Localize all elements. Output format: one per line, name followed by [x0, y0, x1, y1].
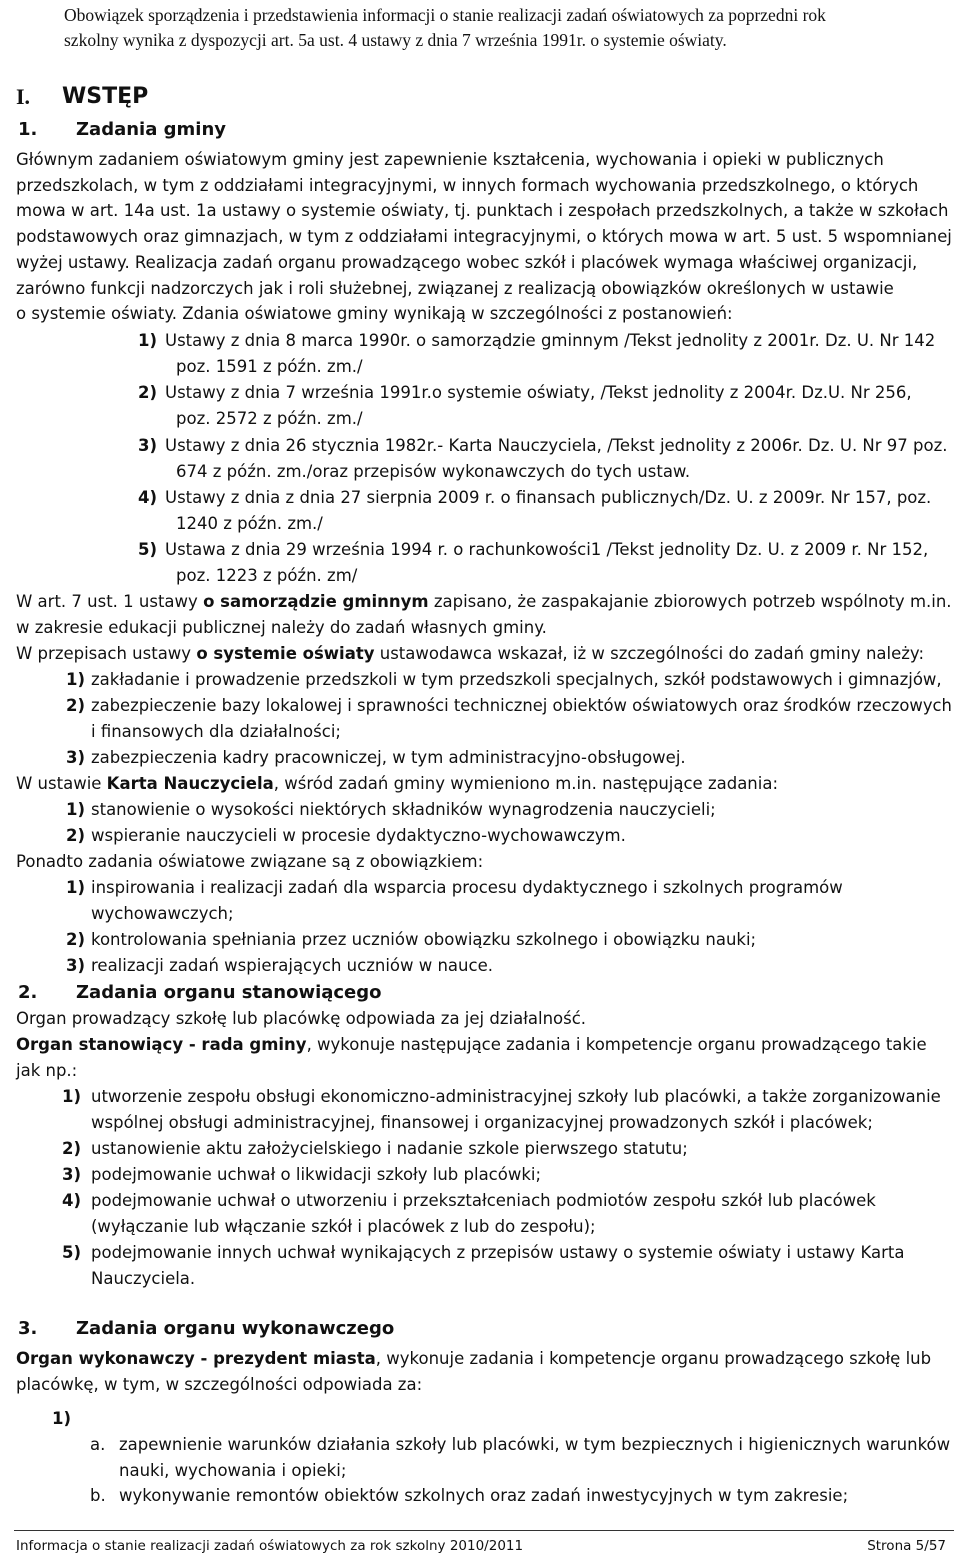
list-item: poz. 2572 z późn. zm./ [176, 409, 363, 428]
list-number: 1) [66, 878, 86, 897]
list-number: 5) [62, 1243, 82, 1262]
paragraph-line [16, 590, 952, 614]
list-number: 1) [138, 331, 158, 350]
list-item: i finansowych dla działalności; [91, 722, 341, 741]
paragraph-line: Ponadto zadania oświatowe związane są z obowiązkiem: [16, 852, 484, 871]
paragraph-line [16, 772, 778, 796]
list-item: Ustawy z dnia 8 marca 1990r. o samorządzie gminnym /Tekst jednolity z 2001r. Dz. U. Nr 142 [165, 331, 936, 350]
list-item: zabezpieczenia kadry pracowniczej, w tym administracyjno-obsługowej. [91, 748, 686, 767]
list-number: 3) [138, 436, 158, 455]
list-item: wychowawczych; [91, 904, 234, 923]
heading-number: 2. [18, 982, 38, 1003]
list-number: 2) [66, 826, 86, 845]
list-number: 5) [138, 540, 158, 559]
list-number: 4) [138, 488, 158, 507]
intro-line: szkolny wynika z dyspozycji art. 5a ust. 4 ustawy z dnia 7 września 1991r. o systemie oświaty. [64, 30, 727, 50]
list-letter: b. [90, 1486, 106, 1505]
paragraph-line: Głównym zadaniem oświatowym gminy jest zapewnienie kształcenia, wychowania i opieki w publicznych [16, 150, 884, 169]
text-run-bold: Karta Nauczyciela [106, 774, 274, 793]
paragraph-line [16, 1347, 931, 1371]
list-number: 1) [52, 1409, 72, 1428]
list-item: ustanowienie aktu założycielskiego i nadanie szkole pierwszego statutu; [91, 1139, 688, 1158]
list-number: 3) [62, 1165, 82, 1184]
list-item: zakładanie i prowadzenie przedszkoli w tym przedszkoli specjalnych, szkół podstawowych i gimnazjów, [91, 670, 942, 689]
paragraph-line: przedszkolach, w tym z oddziałami integracyjnymi, w innych formach wychowania przedszkolnego, o których [16, 176, 919, 195]
list-item: wykonywanie remontów obiektów szkolnych oraz zadań inwestycyjnych w tym zakresie; [119, 1486, 849, 1505]
list-number: 1) [66, 670, 86, 689]
paragraph-line: o systemie oświaty. Zdania oświatowe gminy wynikają w szczególności z postanowień: [16, 304, 733, 323]
list-item: podejmowanie uchwał o likwidacji szkoły lub placówki; [91, 1165, 542, 1184]
list-number: 1) [66, 800, 86, 819]
list-number: 4) [62, 1191, 82, 1210]
list-item: wspieranie nauczycieli w procesie dydaktyczno-wychowawczym. [91, 826, 626, 845]
list-number: 2) [138, 383, 158, 402]
list-number: 3) [66, 956, 86, 975]
list-item: poz. 1591 z późn. zm./ [176, 357, 363, 376]
section-title: WSTĘP [62, 84, 149, 109]
list-item: Nauczyciela. [91, 1269, 196, 1288]
heading-number: 1. [18, 119, 38, 140]
section-number: I. [16, 84, 31, 109]
list-number: 2) [66, 930, 86, 949]
list-number: 2) [66, 696, 86, 715]
text-run: , wśród zadań gminy wymieniono m.in. następujące zadania: [273, 774, 779, 793]
heading-title: Zadania organu stanowiącego [76, 982, 382, 1003]
text-run: W przepisach ustawy [16, 644, 197, 663]
text-run-bold: o systemie oświaty [196, 644, 375, 663]
list-item: podejmowanie innych uchwał wynikających z przepisów ustawy o systemie oświaty i ustawy Karta [91, 1243, 905, 1262]
list-item: wspólnej obsługi administracyjnej, finansowej i organizacyjnej prowadzonych szkół i placówek; [91, 1113, 873, 1132]
list-item: poz. 1223 z późn. zm/ [176, 566, 358, 585]
list-item: nauki, wychowania i opieki; [119, 1461, 347, 1480]
text-run: , wykonuje następujące zadania i kompetencje organu prowadzącego takie [306, 1035, 927, 1054]
footer-rule [14, 1530, 954, 1531]
text-run-bold: Organ wykonawczy - prezydent miasta [16, 1349, 376, 1368]
list-item: 674 z późn. zm./oraz przepisów wykonawczych do tych ustaw. [176, 462, 691, 481]
text-run-bold: Organ stanowiący - rada gminy [16, 1035, 307, 1054]
list-item: 1240 z późn. zm./ [176, 514, 323, 533]
heading-number: 3. [18, 1318, 38, 1339]
list-item: zapewnienie warunków działania szkoły lub placówki, w tym bezpiecznych i higienicznych warunków [119, 1435, 951, 1454]
paragraph-line: jak np.: [16, 1061, 78, 1080]
list-item: (wyłączanie lub włączanie szkół i placówek z lub do zespołu); [91, 1217, 596, 1236]
text-run: W art. 7 ust. 1 ustawy [16, 592, 204, 611]
text-run: ustawodawca wskazał, iż w szczególności do zadań gminy należy: [374, 644, 925, 663]
paragraph-line [16, 1033, 927, 1057]
list-number: 3) [66, 748, 86, 767]
list-item: Ustawa z dnia 29 września 1994 r. o rachunkowości1 /Tekst jednolity Dz. U. z 2009 r. Nr 152, [165, 540, 929, 559]
list-item: zabezpieczenie bazy lokalowej i sprawności technicznej obiektów oświatowych oraz środków rzeczowych [91, 696, 952, 715]
list-item: kontrolowania spełniania przez uczniów obowiązku szkolnego i obowiązku nauki; [91, 930, 757, 949]
list-letter: a. [90, 1435, 106, 1454]
intro-line: Obowiązek sporządzenia i przedstawienia informacji o stanie realizacji zadań oświatowych za poprzedni rok [64, 5, 826, 25]
paragraph-line: w zakresie edukacji publicznej należy do zadań własnych gminy. [16, 618, 547, 637]
paragraph-line: placówkę, w tym, w szczególności odpowiada za: [16, 1375, 423, 1394]
list-item: podejmowanie uchwał o utworzeniu i przekształceniach podmiotów zespołu szkół lub placówek [91, 1191, 876, 1210]
footer-title: Informacja o stanie realizacji zadań oświatowych za rok szkolny 2010/2011 [16, 1538, 524, 1554]
list-item: utworzenie zespołu obsługi ekonomiczno-administracyjnej szkoły lub placówki, a także zorganizowanie [91, 1087, 941, 1106]
text-run-bold: o samorządzie gminnym [203, 592, 429, 611]
list-number: 1) [62, 1087, 82, 1106]
text-run: zapisano, że zaspakajanie zbiorowych potrzeb wspólnoty m.in. [428, 592, 952, 611]
text-run: , wykonuje zadania i kompetencje organu prowadzącego szkołę lub [375, 1349, 932, 1368]
heading-title: Zadania gminy [76, 119, 226, 140]
list-item: inspirowania i realizacji zadań dla wsparcia procesu dydaktycznego i szkolnych programów [91, 878, 843, 897]
list-number: 2) [62, 1139, 82, 1158]
paragraph-line: Organ prowadzący szkołę lub placówkę odpowiada za jej działalność. [16, 1009, 587, 1028]
paragraph-line: zarówno funkcji nadzorczych jak i roli służebnej, związanej z realizacją obowiązków określonych w ustawie [16, 279, 894, 298]
list-item: Ustawy z dnia z dnia 27 sierpnia 2009 r. o finansach publicznych/Dz. U. z 2009r. Nr 157, poz. [165, 488, 932, 507]
paragraph-line: mowa w art. 14a ust. 1a ustawy o systemie oświaty, tj. punktach i zespołach przedszkolnych, a także w szkołach [16, 201, 949, 220]
paragraph-line: wyżej ustawy. Realizacja zadań organu prowadzącego wobec szkół i placówek wymaga właściwej organizacji, [16, 253, 918, 272]
page-number: Strona 5/57 [867, 1538, 946, 1554]
list-item: stanowienie o wysokości niektórych składników wynagrodzenia nauczycieli; [91, 800, 716, 819]
heading-title: Zadania organu wykonawczego [76, 1318, 395, 1339]
text-run: W ustawie [16, 774, 107, 793]
paragraph-line [16, 642, 924, 666]
list-item: Ustawy z dnia 7 września 1991r.o systemie oświaty, /Tekst jednolity z 2004r. Dz.U. Nr 256, [165, 383, 912, 402]
list-item: realizacji zadań wspierających uczniów w nauce. [91, 956, 493, 975]
paragraph-line: podstawowych oraz gimnazjach, w tym z oddziałami integracyjnymi, o których mowa w art. 5 ust. 5 wspomnianej [16, 227, 952, 246]
list-item: Ustawy z dnia 26 stycznia 1982r.- Karta Nauczyciela, /Tekst jednolity z 2006r. Dz. U. Nr 97 poz. [165, 436, 948, 455]
